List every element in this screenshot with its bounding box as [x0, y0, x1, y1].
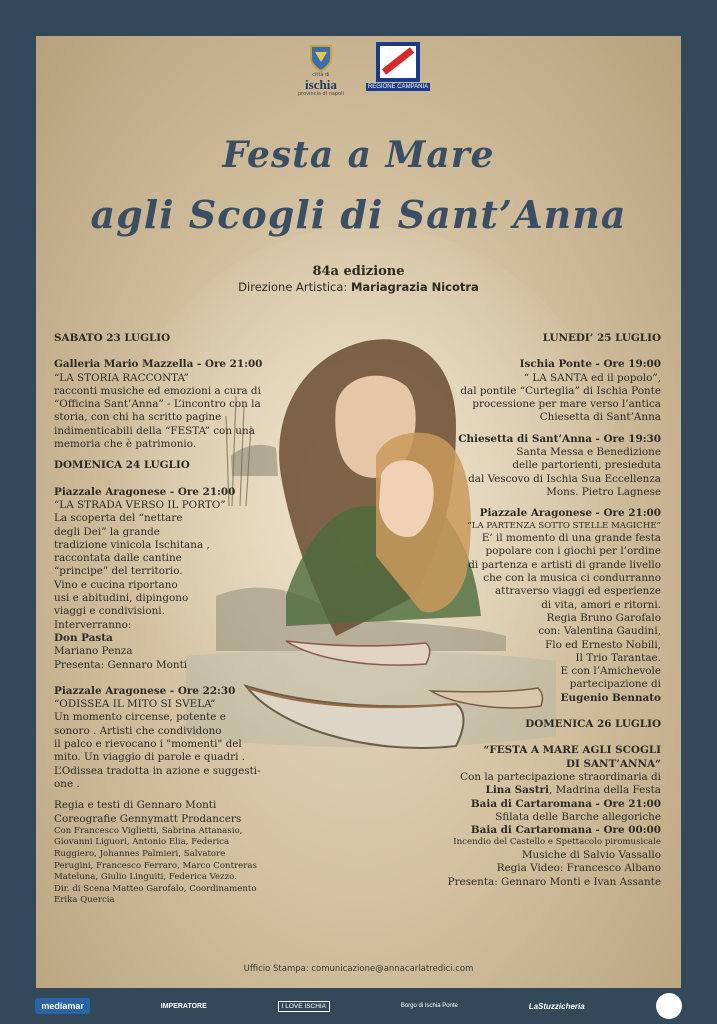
- cast-text: Erika Quercia: [54, 895, 115, 906]
- event-venue: Baia di Cartaromana - Ore 21:00: [470, 797, 661, 810]
- city-sub: provincia di napoli: [298, 91, 344, 97]
- festival-title-line1: Festa a Mare: [222, 134, 495, 176]
- day-heading: SABATO 23 LUGLIO: [54, 332, 171, 344]
- guest-name: Lina Sastri: [485, 784, 549, 797]
- event-text: [411, 784, 661, 797]
- event-title: “LA STRADA VERSO IL PORTO”: [54, 498, 226, 511]
- event-text: dal pontile “Curteglia” di Ischia Ponte: [460, 384, 661, 397]
- event-text: memoria che è patrimonio.: [54, 438, 197, 451]
- event-text: E’ il momento di una grande festa: [481, 532, 661, 545]
- left-column: [54, 332, 294, 907]
- event-text: Con la partecipazione straordinaria di: [460, 770, 661, 783]
- cast-text: Mateluna, Giulio Linguiti, Federica Vezzo.: [54, 872, 237, 883]
- event-text: one .: [54, 777, 80, 790]
- city-name: ischia: [305, 77, 337, 92]
- sponsor-imperatore-logo: IMPERATORE: [160, 1002, 207, 1010]
- day-heading: LUNEDI’ 25 LUGLIO: [542, 332, 661, 344]
- event-text: tradizione vinicola Ischitana ,: [54, 538, 210, 551]
- event-text: delle partorienti, presieduta: [512, 459, 661, 472]
- event-text: che con la musica ci condurranno: [483, 572, 661, 585]
- director-name: Mariagrazia Nicotra: [350, 280, 479, 294]
- cast-text: Ruggiero, Johannes Palmieri, Salvatore: [54, 848, 226, 859]
- cast-text: Con Francesco Viglietti, Sabrina Attanasio,: [54, 825, 243, 836]
- event-text: Il Trio Tarantae.: [575, 651, 661, 664]
- event-text: E con l’Amichevole: [560, 665, 661, 678]
- event-venue: Baia di Cartaromana - Ore 00:00: [470, 824, 661, 837]
- event-text: sonoro . Artisti che condividono: [54, 724, 222, 737]
- event-text: viaggi e condivisioni.: [54, 605, 165, 618]
- event-text: Regia e testi di Gennaro Monti: [54, 799, 217, 812]
- event-text: storia, con chi ha scritto pagine: [54, 411, 222, 424]
- event-text: La scoperta del “nettare: [54, 512, 183, 525]
- region-name: REGIONE CAMPANIA: [367, 84, 429, 90]
- event-text: Chiesetta di Sant’Anna: [539, 411, 661, 424]
- cast-text: Dir. di Scena Matteo Garofalo, Coordinamento: [54, 883, 257, 894]
- event-venue: Piazzale Aragonese - Ore 22:30: [54, 684, 236, 697]
- event-text: Interverranno:: [54, 618, 132, 631]
- edition: 84a edizione: [312, 264, 405, 279]
- top-logos: [298, 42, 430, 97]
- event-title: DI SANT’ANNA“: [566, 757, 661, 770]
- event-text: Flo ed Ernesto Nobili,: [545, 638, 661, 651]
- guest-role: , Madrina della Festa: [548, 784, 661, 797]
- event-text: degli Dei” la grande: [54, 525, 160, 538]
- regione-logo: [366, 42, 430, 91]
- event-text: Sfilata delle Barche allegoriche: [495, 810, 661, 823]
- event-text: Presenta: Gennaro Monti e Ivan Assante: [447, 875, 661, 888]
- event-text: Regia Video: Francesco Albano: [496, 862, 661, 875]
- press-office: Ufficio Stampa: comunicazione@annacarlatredici.com: [243, 964, 474, 974]
- event-venue: Chiesetta di Sant’Anna - Ore 19:30: [458, 432, 661, 445]
- event-text: Regia Bruno Garofalo: [546, 611, 661, 624]
- event-venue: Piazzale Aragonese - Ore 21:00: [479, 507, 661, 520]
- event-venue: Ischia Ponte - Ore 19:00: [519, 358, 661, 371]
- event-text: raccontata dalle cantine: [54, 552, 182, 565]
- event-text: popolare con i giochi per l’ordine: [485, 545, 661, 558]
- event-title: “LA PARTENZA SOTTO STELLE MAGICHE”: [467, 520, 661, 531]
- crest-icon: [309, 42, 333, 72]
- event-title: “ LA SANTA ed il popolo”,: [523, 371, 661, 384]
- sponsor-round-logo: [656, 993, 682, 1019]
- event-text: di vita, amori e ritorni.: [541, 598, 661, 611]
- event-text: attraverso viaggi ed esperienze: [494, 585, 661, 598]
- cast-text: Perugini, Francesco Ferraro, Marco Contreras: [54, 860, 257, 871]
- sponsor-borgo-logo: Borgo di Ischia Ponte: [400, 1003, 458, 1009]
- event-text: usi e abitudini, dipingono: [54, 592, 189, 605]
- event-text: mito. Un viaggio di parole e quadri .: [54, 751, 246, 764]
- event-text: L’Odissea tradotta in azione e suggesti-: [54, 764, 261, 777]
- event-text: Coreografie Gennymatt Prodancers: [54, 812, 242, 825]
- event-title: “FESTA A MARE AGLI SCOGLI: [483, 744, 661, 757]
- region-emblem-icon: [376, 42, 420, 82]
- event-text: Un momento circense, potente e: [54, 711, 226, 724]
- event-text: processione per mare verso l’antica: [472, 398, 661, 411]
- event-text: con: Valentina Gaudini,: [538, 625, 661, 638]
- event-text: Santa Messa e Benedizione: [516, 446, 661, 459]
- sponsor-mediamar-logo: mediamar: [35, 998, 90, 1014]
- event-text: Presenta: Gennaro Monti: [54, 658, 188, 671]
- event-text: dal Vescovo di Ischia Sua Eccellenza: [468, 472, 661, 485]
- festival-title-line2: agli Scogli di Sant’Anna: [90, 192, 627, 237]
- sponsor-iloveischia-logo: I LOVE ISCHIA: [278, 1001, 330, 1012]
- day-heading: DOMENICA 24 LUGLIO: [54, 459, 190, 472]
- guest-name: Eugenio Bennato: [560, 691, 661, 704]
- event-text: “principe” del territorio.: [54, 565, 183, 578]
- sponsor-bar: [0, 988, 717, 1024]
- event-venue: Piazzale Aragonese - Ore 21:00: [54, 485, 236, 498]
- ischia-logo: [298, 42, 344, 97]
- direction-label: Direzione Artistica:: [238, 280, 348, 294]
- event-text: il palco e rievocano i "momenti" del: [54, 738, 242, 751]
- event-title: “LA STORIA RACCONTA”: [54, 371, 189, 384]
- event-title: “ODISSEA IL MITO SI SVELA”: [54, 698, 216, 711]
- event-text: racconti musiche ed emozioni a cura di: [54, 384, 261, 397]
- event-text: Mons. Pietro Lagnese: [546, 485, 661, 498]
- guest-name: Don Pasta: [54, 631, 113, 644]
- poster: [36, 36, 681, 988]
- right-column: [411, 332, 661, 889]
- artistic-direction: [36, 280, 681, 294]
- day-heading: DOMENICA 26 LUGLIO: [525, 718, 661, 731]
- cast-text: Giovanni Liguori, Antonio Elia, Federica: [54, 837, 230, 848]
- event-text: indimenticabili della “FESTA” con una: [54, 424, 255, 437]
- event-text: Vino e cucina riportano: [54, 578, 178, 591]
- event-text: partecipazione di: [569, 678, 661, 691]
- event-text: Mariano Penza: [54, 645, 133, 658]
- event-text: Musiche di Salvio Vassallo: [521, 848, 661, 861]
- event-text: Incendio del Castello e Spettacolo piromusicale: [453, 837, 661, 848]
- event-venue: Galleria Mario Mazzella - Ore 21:00: [54, 358, 263, 371]
- city-line1: città di: [312, 72, 330, 78]
- sponsor-stuzzicheria-logo: LaStuzzicheria: [528, 1001, 585, 1011]
- event-text: di partenza e artisti di grande livello: [468, 558, 661, 571]
- event-text: “Officina Sant’Anna” - L’incontro con la: [54, 398, 261, 411]
